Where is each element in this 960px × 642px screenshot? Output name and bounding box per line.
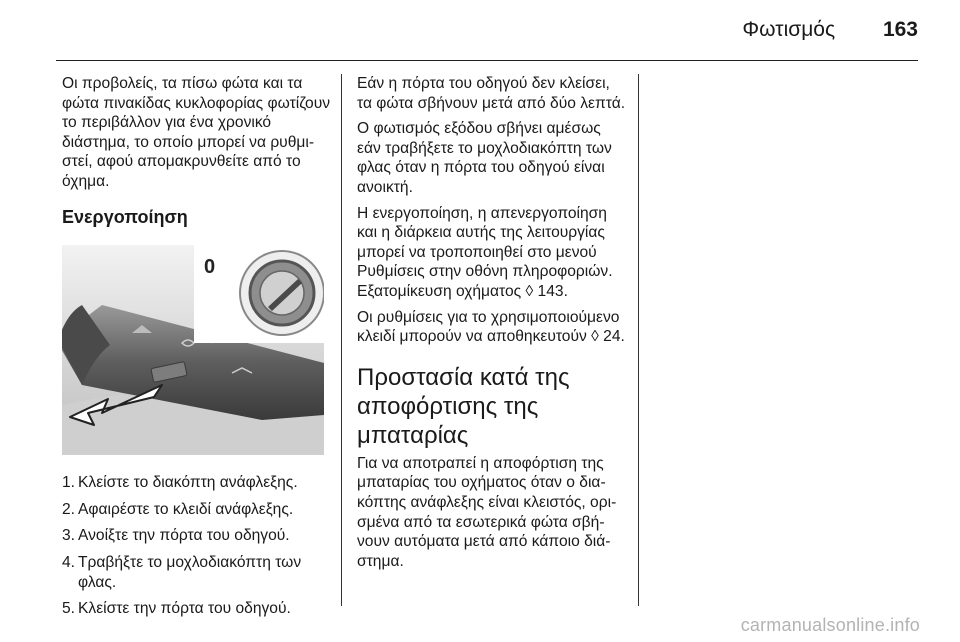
step-number: 1. [62,474,76,492]
list-item [62,599,332,619]
paragraph-exit-lighting-off: Ο φωτισμός εξόδου σβήνει αμέσως εάν τραβήξετε το μοχλοδιακόπτη των φλας όταν η πόρτα του οδηγού είναι ανοικτή. [357,120,612,196]
paragraph-key-settings: Οι ρυθμίσεις για το χρησιμοποιούμενο κλειδί μπορούν να αποθηκευτούν ◊ 24. [357,308,625,346]
ignition-inset [194,245,324,343]
ignition-position-label: 0 [204,256,216,279]
list-item [62,500,332,520]
header-rule [56,60,918,61]
page-number: 163 [882,18,918,41]
step-text: Κλείστε το διακόπτη ανάφλεξης. [78,474,298,492]
list-item [62,473,332,493]
step-text: Αφαιρέστε το κλειδί ανάφλεξης. [78,500,294,518]
subheading-activation: Ενεργοποίηση [62,206,188,227]
step-number: 2. [62,500,76,518]
column-divider-left [341,74,342,606]
step-number: 5. [62,600,76,618]
paragraph-door-open: Εάν η πόρτα του οδηγού δεν κλείσει, τα φώτα σβήνουν μετά από δύο λεπτά. [357,75,626,112]
step-text: Ανοίξτε την πόρτα του οδηγού. [78,527,290,545]
list-item [62,553,332,592]
heading-battery-discharge-protection: Προστασία κατά της αποφόρτισης της μπαταρίας [357,363,570,449]
step-text: Κλείστε την πόρτα του οδηγού. [78,600,291,618]
turn-signal-lever-illustration [62,245,324,455]
step-number: 3. [62,527,76,545]
running-head [742,18,918,42]
column-divider-right [638,74,639,606]
list-item [62,526,332,546]
section-title: Φωτισμός [742,18,836,41]
step-number: 4. [62,553,76,571]
paragraph-battery-protection: Για να αποτραπεί η αποφόρτιση της μπαταρίας του οχήματος όταν ο διακόπτης ανάφλεξης είναι κλειστός, ορισμένα από τα εσωτερικά φώτα σβήνουν αυτόματα μετά από κάποιο διάστημα. [357,454,617,570]
left-column [62,74,332,626]
watermark: carmanualsonline.info [740,615,920,635]
paragraph-settings-menu: Η ενεργοποίηση, η απενεργοποίηση και η διάρκεια αυτής της λειτουργίας μπορεί να τροποποιηθεί στο μενού Ρυθμίσεις στην οθόνη πληροφοριών. Εξατομίκευση οχήματος ◊ 143. [357,204,613,300]
step-text: Τραβήξτε το μοχλοδιακόπτη των φλας. [78,553,302,591]
activation-steps [62,473,332,619]
intro-paragraph: Οι προβολείς, τα πίσω φώτα και τα φώτα πινακίδας κυκλοφορίας φωτίζουν το περιβάλλον για ένα χρονικό διάστημα, το οποίο μπορεί να ρυθμιστεί, αφού απομακρυνθείτε από το όχημα. [62,75,331,190]
right-column [357,74,627,577]
